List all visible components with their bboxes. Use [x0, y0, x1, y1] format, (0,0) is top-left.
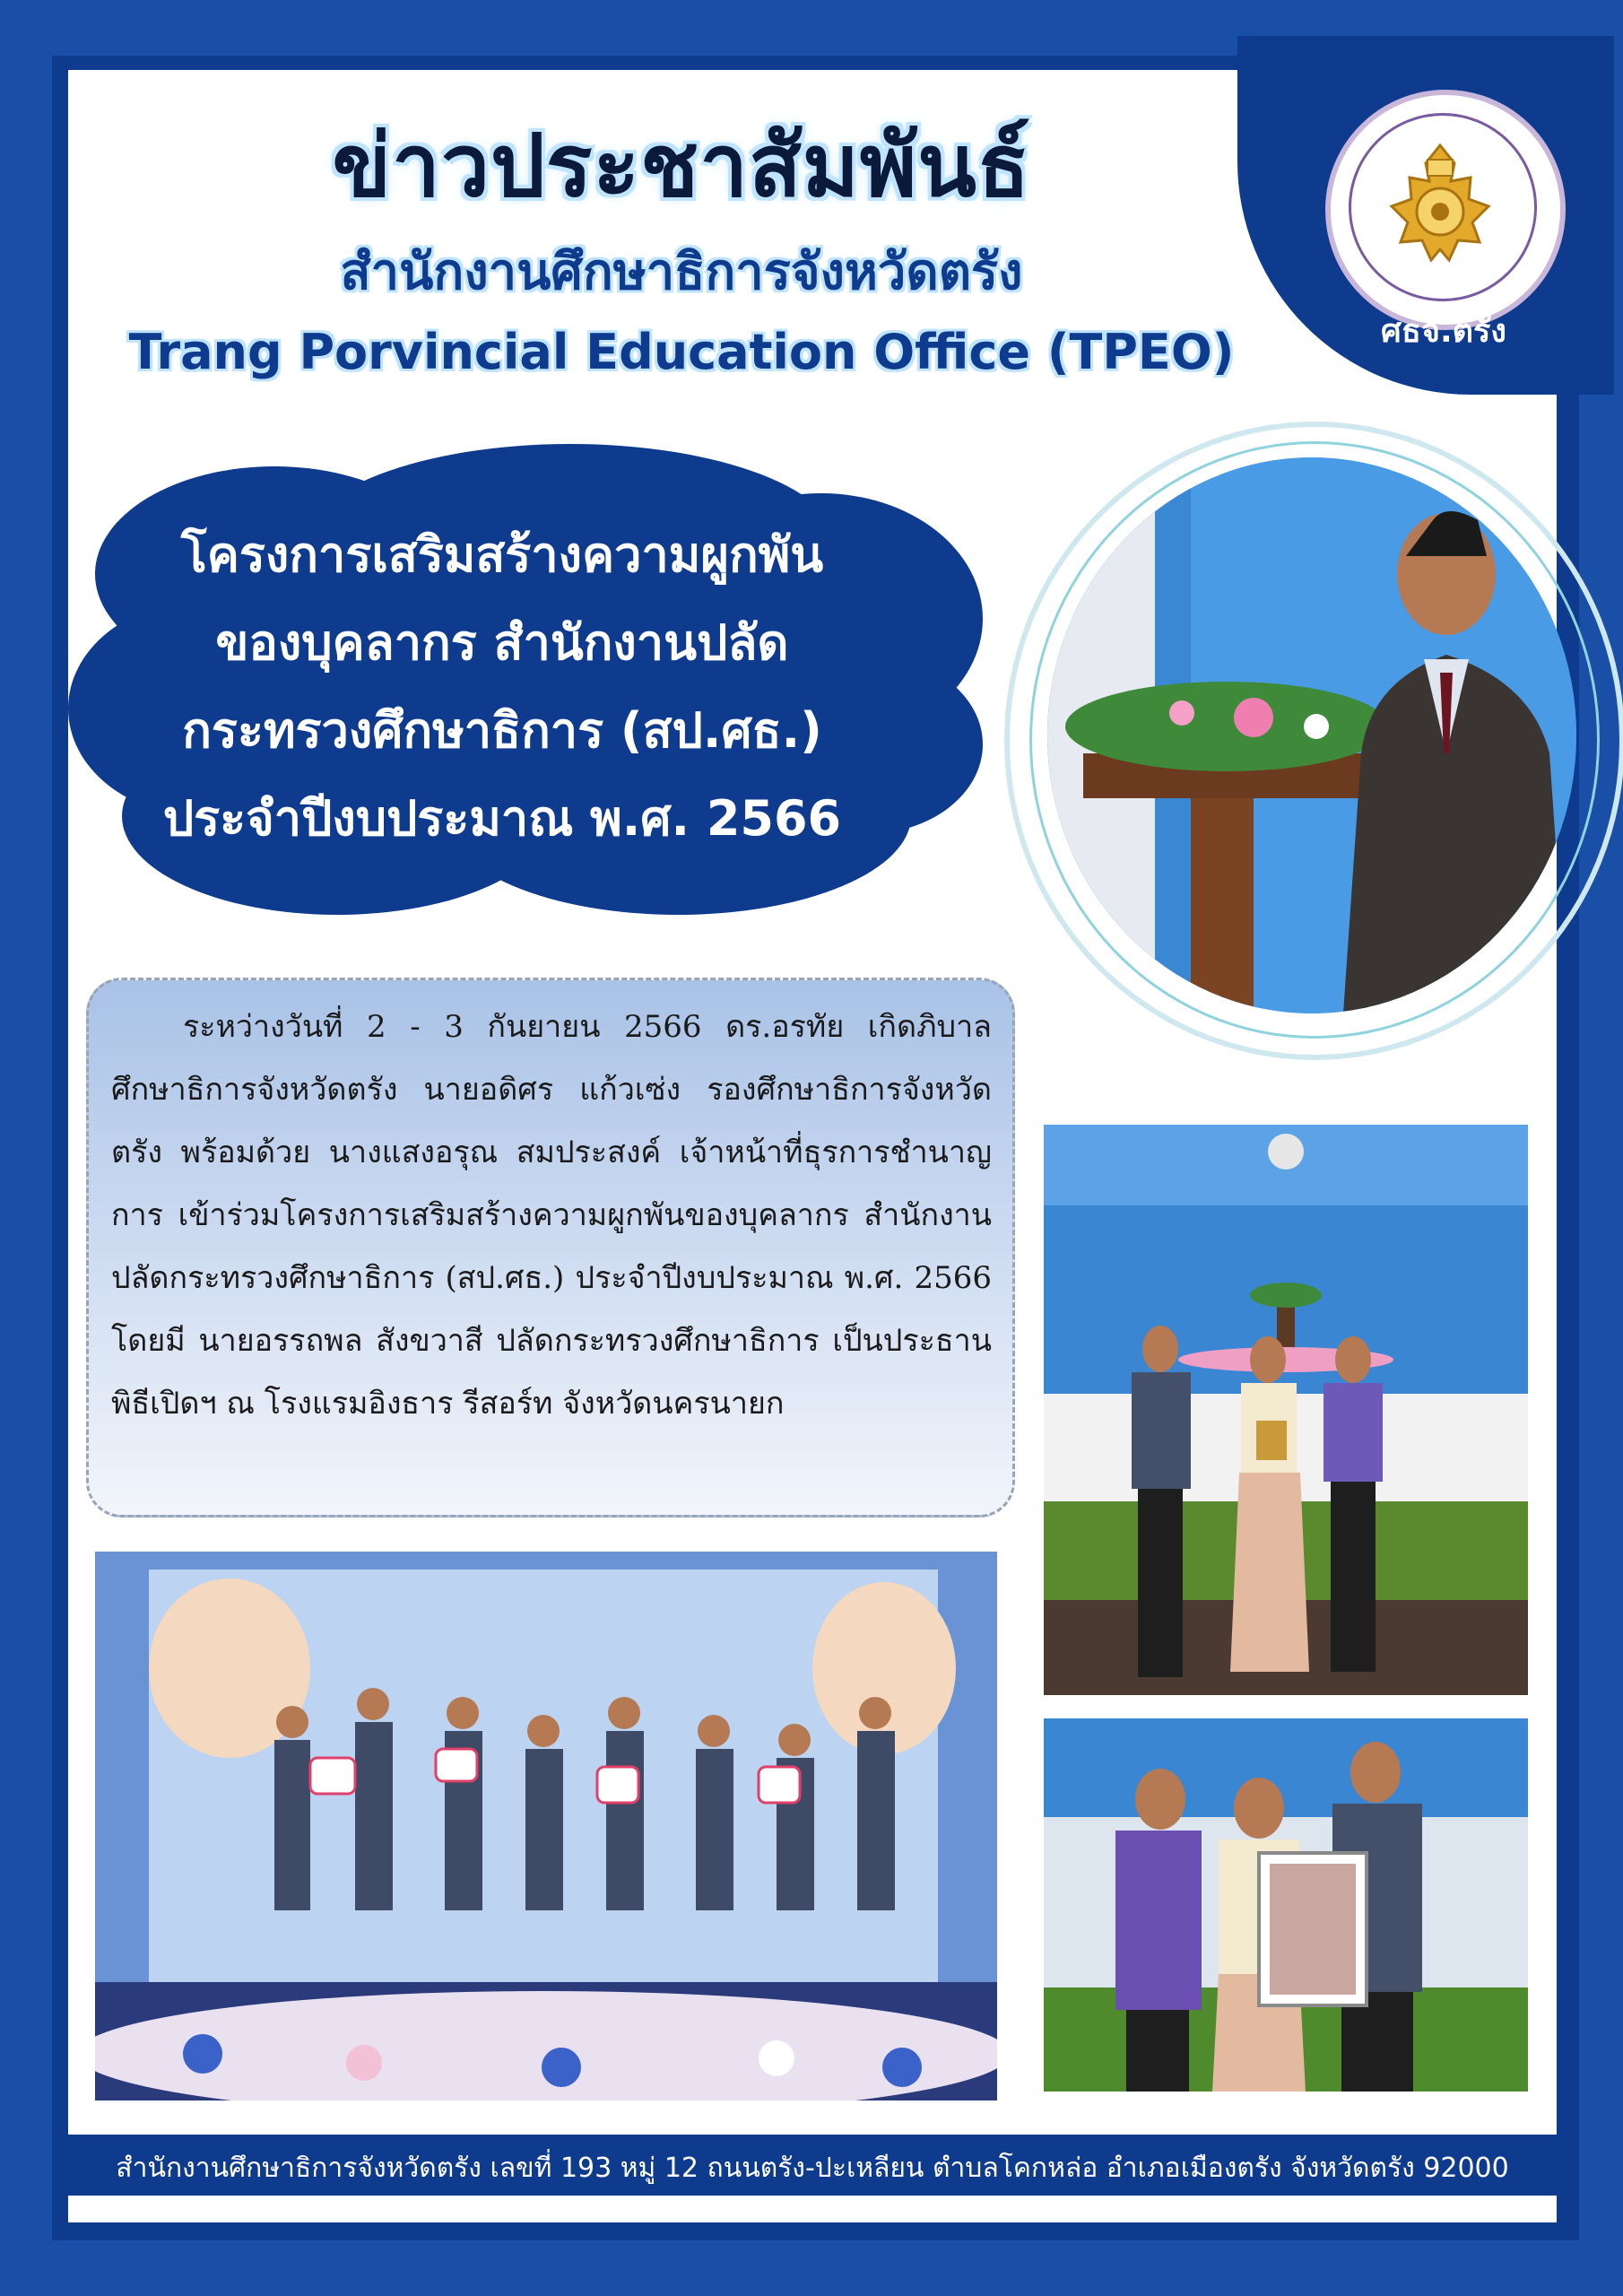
logo-caption: ศธจ.ตรัง	[1381, 313, 1506, 350]
headline-line-4: ประจำปีงบประมาณ พ.ศ. 2566	[162, 790, 842, 847]
headline-line-1: โครงการเสริมสร้างความผูกพัน	[180, 526, 824, 583]
footer-address: สำนักงานศึกษาธิการจังหวัดตรัง เลขที่ 193 หมู่ 12 ถนนตรัง-ปะเหลียน ตำบลโคกหล่อ อำเภอเมืองตรัง จังหวัดตรัง 92000	[116, 2152, 1509, 2184]
hero-photo-frame	[1004, 422, 1614, 1085]
headline-text	[108, 511, 897, 863]
office-name-english: Trang Porvincial Education Office (TPEO)	[128, 324, 1235, 380]
page-title: ข่าวประชาสัมพันธ์	[332, 116, 1031, 216]
headline-line-3: กระทรวงศึกษาธิการ (สป.ศธ.)	[182, 702, 822, 759]
certificate-photo	[1044, 1718, 1528, 2092]
speaker-photo	[1047, 457, 1576, 1013]
headline-line-2: ของบุคลากร สำนักงานปลัด	[215, 614, 789, 671]
award-photo-stage	[1044, 1125, 1528, 1695]
group-photo	[95, 1552, 997, 2100]
logo-seal-badge	[1325, 90, 1566, 330]
government-seal-icon	[1383, 142, 1497, 267]
news-body-paragraph: ระหว่างวันที่ 2 - 3 กันยายน 2566 ดร.อรทัย เกิดภิบาล ศึกษาธิการจังหวัดตรัง นายอดิศร แก้วเซ่ง รองศึกษาธิการจังหวัดตรัง พร้อมด้วย นางแสงอรุณ สมประสงค์ เจ้าหน้าที่ธุรการชำนาญการ เข้าร่วมโครงการเสริมสร้างความผูกพันของบุคลากร สำนักงานปลัดกระทรวงศึกษาธิการ (สป.ศธ.) ประจำปีงบประมาณ พ.ศ. 2566 โดยมี นายอรรถพล สังขวาสี ปลัดกระทรวงศึกษาธิการ เป็นประธานพิธีเปิดฯ ณ โรงแรมอิงธาร รีสอร์ท จังหวัดนครนายก	[111, 1009, 992, 1422]
office-name-thai: สำนักงานศึกษาธิการจังหวัดตรัง	[340, 243, 1023, 301]
header	[99, 108, 1264, 380]
